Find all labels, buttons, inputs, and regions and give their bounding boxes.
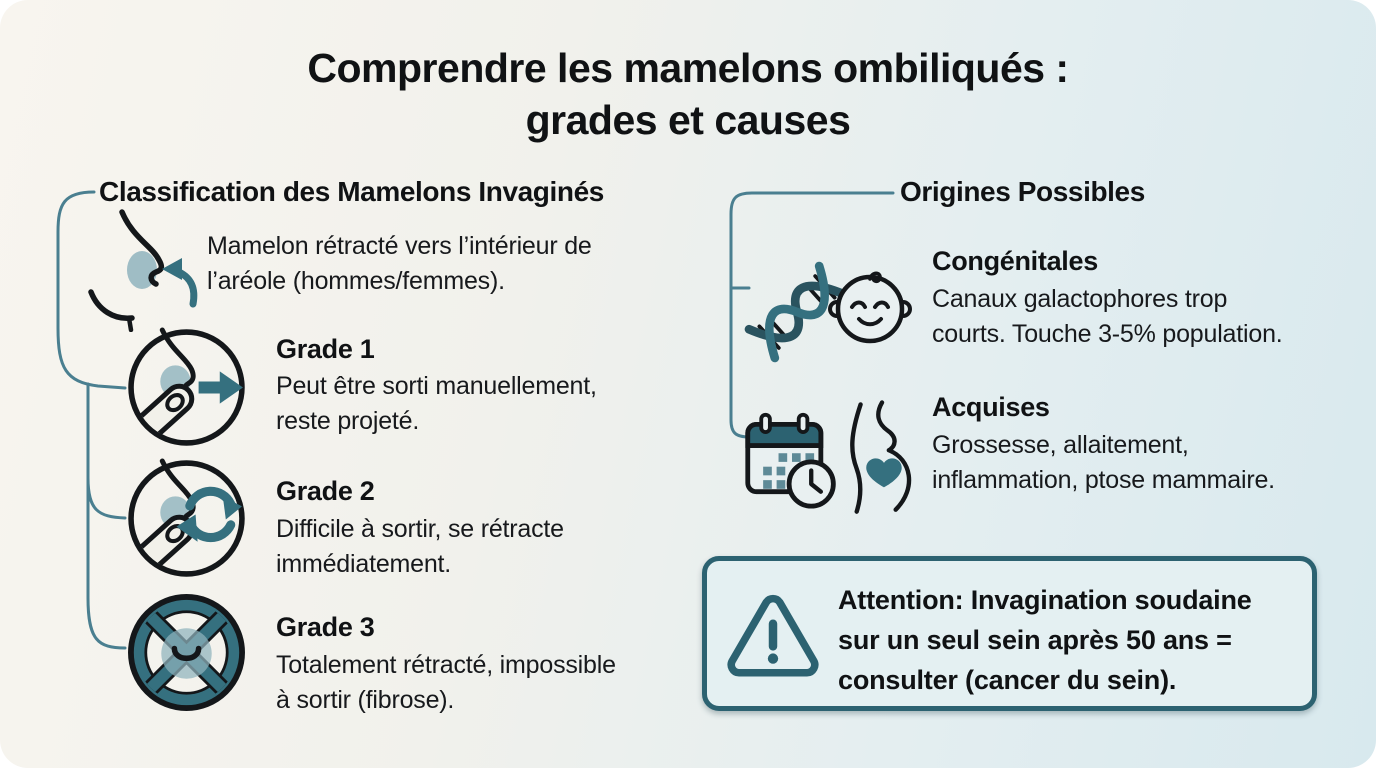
inverted-nipple-breast-icon	[78, 208, 210, 332]
intro-line: l’aréole (hommes/femmes).	[207, 267, 505, 295]
warning-triangle-icon	[724, 586, 822, 686]
congenital-description	[932, 282, 1283, 352]
warning-line: sur un seul sein après 50 ans =	[838, 625, 1232, 655]
grade2-retract-cycle-icon	[126, 458, 247, 579]
grade3-line: à sortir (fibrose).	[276, 686, 455, 714]
grade2-title: Grade 2	[276, 476, 375, 506]
grade1-pull-out-arrow-icon	[126, 327, 247, 448]
grade1-line: Peut être sorti manuellement,	[276, 372, 597, 400]
page-title	[0, 42, 1376, 146]
origins-heading: Origines Possibles	[900, 176, 1145, 207]
acquired-line: Grossesse, allaitement,	[932, 431, 1189, 459]
grade1-description	[276, 369, 597, 439]
congenital-line: courts. Touche 3-5% population.	[932, 320, 1283, 348]
grade3-description	[276, 648, 616, 718]
acquired-description	[932, 428, 1275, 498]
congenital-title: Congénitales	[932, 246, 1098, 276]
warning-text	[838, 580, 1252, 700]
grade2-line: Difficile à sortir, se rétracte	[276, 515, 564, 543]
congenital-line: Canaux galactophores trop	[932, 285, 1228, 313]
page-title-line1: Comprendre les mamelons ombiliqués :	[307, 45, 1069, 91]
grade3-line: Totalement rétracté, impossible	[276, 651, 616, 679]
grade3-blocked-cross-icon	[126, 592, 247, 713]
classification-intro-text	[207, 229, 592, 299]
calendar-clock-icon	[742, 404, 842, 514]
grade2-description	[276, 512, 564, 582]
acquired-line: inflammation, ptose mammaire.	[932, 466, 1275, 494]
pregnancy-icon	[845, 398, 921, 520]
grade1-line: reste projeté.	[276, 407, 420, 435]
page-title-line2: grades et causes	[525, 97, 851, 143]
classification-heading: Classification des Mamelons Invaginés	[99, 176, 604, 207]
grade2-line: immédiatement.	[276, 550, 452, 578]
intro-line: Mamelon rétracté vers l’intérieur de	[207, 232, 592, 260]
warning-line: Attention: Invagination soudaine	[838, 585, 1252, 615]
baby-icon	[828, 263, 912, 347]
acquired-title: Acquises	[932, 392, 1050, 422]
grade1-title: Grade 1	[276, 334, 375, 364]
warning-line: consulter (cancer du sein).	[838, 665, 1177, 695]
grade3-title: Grade 3	[276, 612, 375, 642]
